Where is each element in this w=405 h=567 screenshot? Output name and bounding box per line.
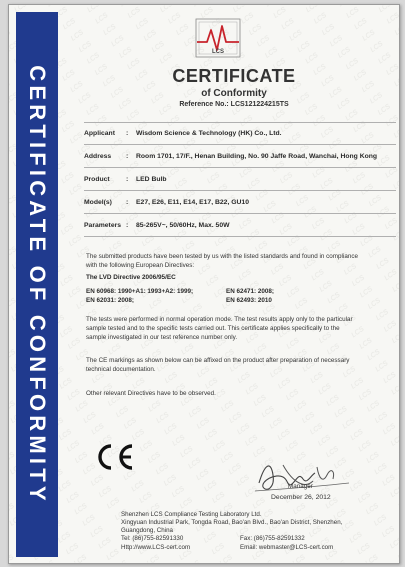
field-value: 85-265V~, 50/60Hz, Max. 50W <box>136 221 230 229</box>
intro-line: with the following European Directives: <box>86 262 195 269</box>
ce-line: The CE markings as shown below can be affixed on the product after preparation of necessary <box>86 357 350 364</box>
standard-item: EN 62493: 2010 <box>226 297 272 304</box>
standard-item: EN 60968: 1990+A1: 1993+A2: 1999; <box>86 288 194 295</box>
lab-website-link[interactable]: Http://www.LCS-cert.com <box>121 544 191 551</box>
side-band <box>16 12 58 557</box>
other-directives-text: Other relevant Directives have to be observed. <box>86 390 216 397</box>
ce-line: technical documentation. <box>86 366 156 373</box>
lab-email-link[interactable]: Email: webmaster@LCS-cert.com <box>240 544 334 551</box>
field-value: Wisdom Science & Technology (HK) Co., Ltd. <box>136 130 282 137</box>
field-colon: : <box>126 152 129 160</box>
field-row-product <box>84 168 396 191</box>
field-value: LED Bulb <box>136 175 167 183</box>
standard-item: EN 62031: 2008; <box>86 297 134 304</box>
intro-line: The submitted products have been tested by us with the listed standards and found in compliance <box>86 253 358 260</box>
standard-item: EN 62471: 2008; <box>226 288 274 295</box>
logo-text: LCS <box>212 49 224 55</box>
certificate-page <box>8 4 400 564</box>
field-key: Model(s) <box>84 198 112 206</box>
field-row-parameters <box>84 214 396 237</box>
intro-paragraph <box>86 252 386 270</box>
signatory-title: Manager <box>288 483 313 490</box>
field-table <box>84 122 396 237</box>
field-key: Parameters <box>84 221 122 229</box>
field-key: Applicant <box>84 130 115 137</box>
lab-name: Shenzhen LCS Compliance Testing Laboratory Ltd. <box>121 511 262 518</box>
field-colon: : <box>126 221 129 229</box>
side-band-text: CERTIFICATE OF CONFORMITY <box>25 64 50 505</box>
lab-tel: Tel: (86)755-82591330 <box>121 535 184 542</box>
lab-address-line: Guangdong, China <box>121 527 173 534</box>
reference-number: Reference No.: LCS121224215TS <box>179 101 289 108</box>
field-row-address <box>84 145 396 168</box>
field-row-models <box>84 191 396 214</box>
test-line: sample investigated in our test reference number only. <box>86 334 238 341</box>
certificate-subtitle: of Conformity <box>201 88 267 99</box>
test-line: sample tested and to the specific tests carried out. This certificate applies specifically to the <box>86 325 340 332</box>
field-colon: : <box>126 175 129 183</box>
test-paragraph <box>86 315 386 342</box>
field-key: Product <box>84 175 110 183</box>
lab-fax: Fax: (86)755-82591332 <box>240 535 305 542</box>
ce-mark-icon <box>93 442 135 472</box>
lab-address-line: Xingyuan Industrial Park, Tongda Road, Bao'an Blvd., Bao'an District, Shenzhen, <box>121 519 343 526</box>
field-colon: : <box>126 130 129 137</box>
field-row-applicant <box>84 122 396 145</box>
lcs-logo <box>195 18 241 58</box>
field-key: Address <box>84 152 112 160</box>
signature-date: December 26, 2012 <box>271 494 331 501</box>
field-value: Room 1701, 17/F., Henan Building, No. 90 Jaffe Road, Wanchai, Hong Kong <box>136 152 378 160</box>
certificate-title: CERTIFICATE <box>172 66 296 86</box>
test-line: The tests were performed in normal operation mode. The test results apply only to the particular <box>86 316 353 323</box>
field-value: E27, E26, E11, E14, E17, B22, GU10 <box>136 198 249 206</box>
field-colon: : <box>126 198 129 206</box>
directive-title: The LVD Directive 2006/95/EC <box>86 274 176 281</box>
ce-paragraph <box>86 356 386 374</box>
